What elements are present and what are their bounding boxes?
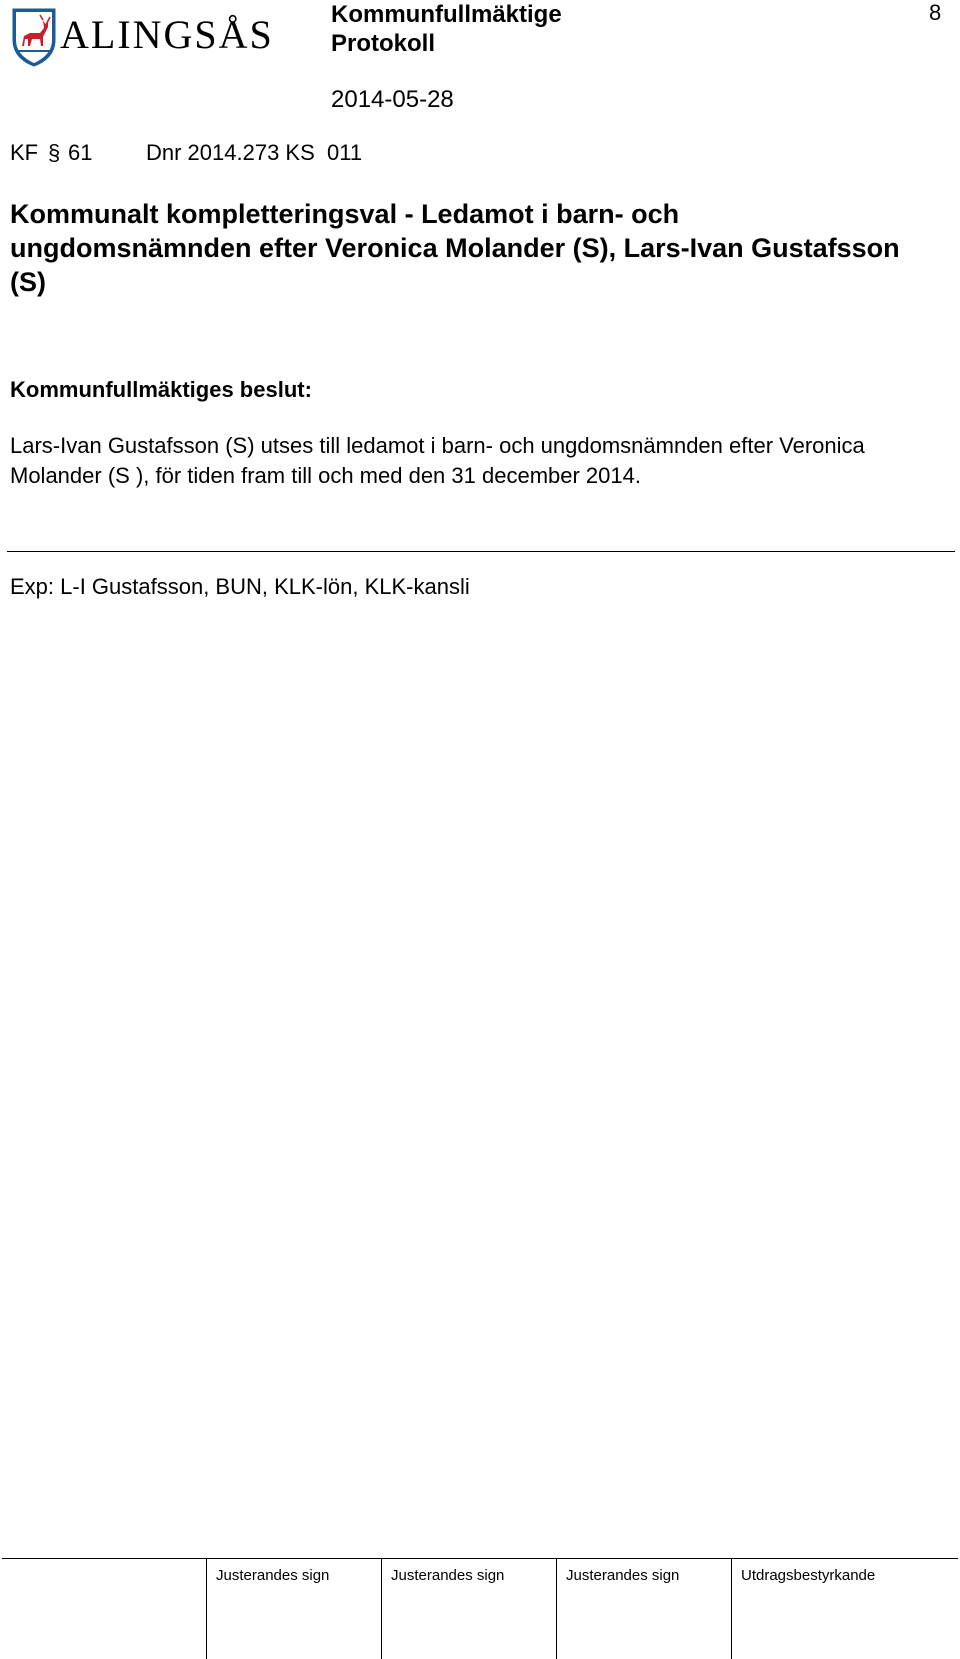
certification-cell [731, 1558, 958, 1659]
alingsas-logo [10, 6, 295, 68]
document-title: Kommunfullmäktige [331, 1, 562, 28]
decision-label: Kommunfullmäktiges beslut: [10, 377, 312, 402]
page-number: 8 [929, 0, 942, 25]
signature-label: Justerandes sign [391, 1567, 505, 1584]
document-subtitle: Protokoll [331, 30, 436, 57]
reference-kf: KF [10, 140, 39, 165]
meeting-date: 2014-05-28 [331, 86, 454, 113]
logo-wordmark [60, 8, 300, 56]
paragraph-section-icon: § [48, 140, 61, 165]
reference-section-number: 61 [68, 140, 93, 165]
certification-label: Utdragsbestyrkande [741, 1567, 876, 1584]
matter-heading: Kommunalt kompletteringsval - Ledamot i barn- och ungdomsnämnden efter Veronica Molander (S), Lars-Ivan Gustafsson (S) [10, 199, 900, 297]
signature-label: Justerandes sign [566, 1567, 680, 1584]
signature-cell-2 [381, 1558, 556, 1659]
signature-footer [0, 1558, 960, 1659]
municipal-coat-of-arms-deer-icon [10, 6, 58, 68]
decision-text: Lars-Ivan Gustafsson (S) utses till ledamot i barn- och ungdomsnämnden efter Veronica Molander (S ), för tiden fram till och med den 31 december 2014. [10, 433, 865, 488]
reference-diary-number: Dnr 2014.273 KS 011 [146, 140, 363, 165]
expedition-list: Exp: L-I Gustafsson, BUN, KLK-lön, KLK-kansli [10, 574, 470, 599]
signature-label: Justerandes sign [216, 1567, 330, 1584]
section-divider [7, 551, 955, 552]
svg-text:ALINGSÅS: ALINGSÅS [60, 12, 274, 56]
signature-cell-3 [556, 1558, 731, 1659]
signature-cell-1 [206, 1558, 381, 1659]
